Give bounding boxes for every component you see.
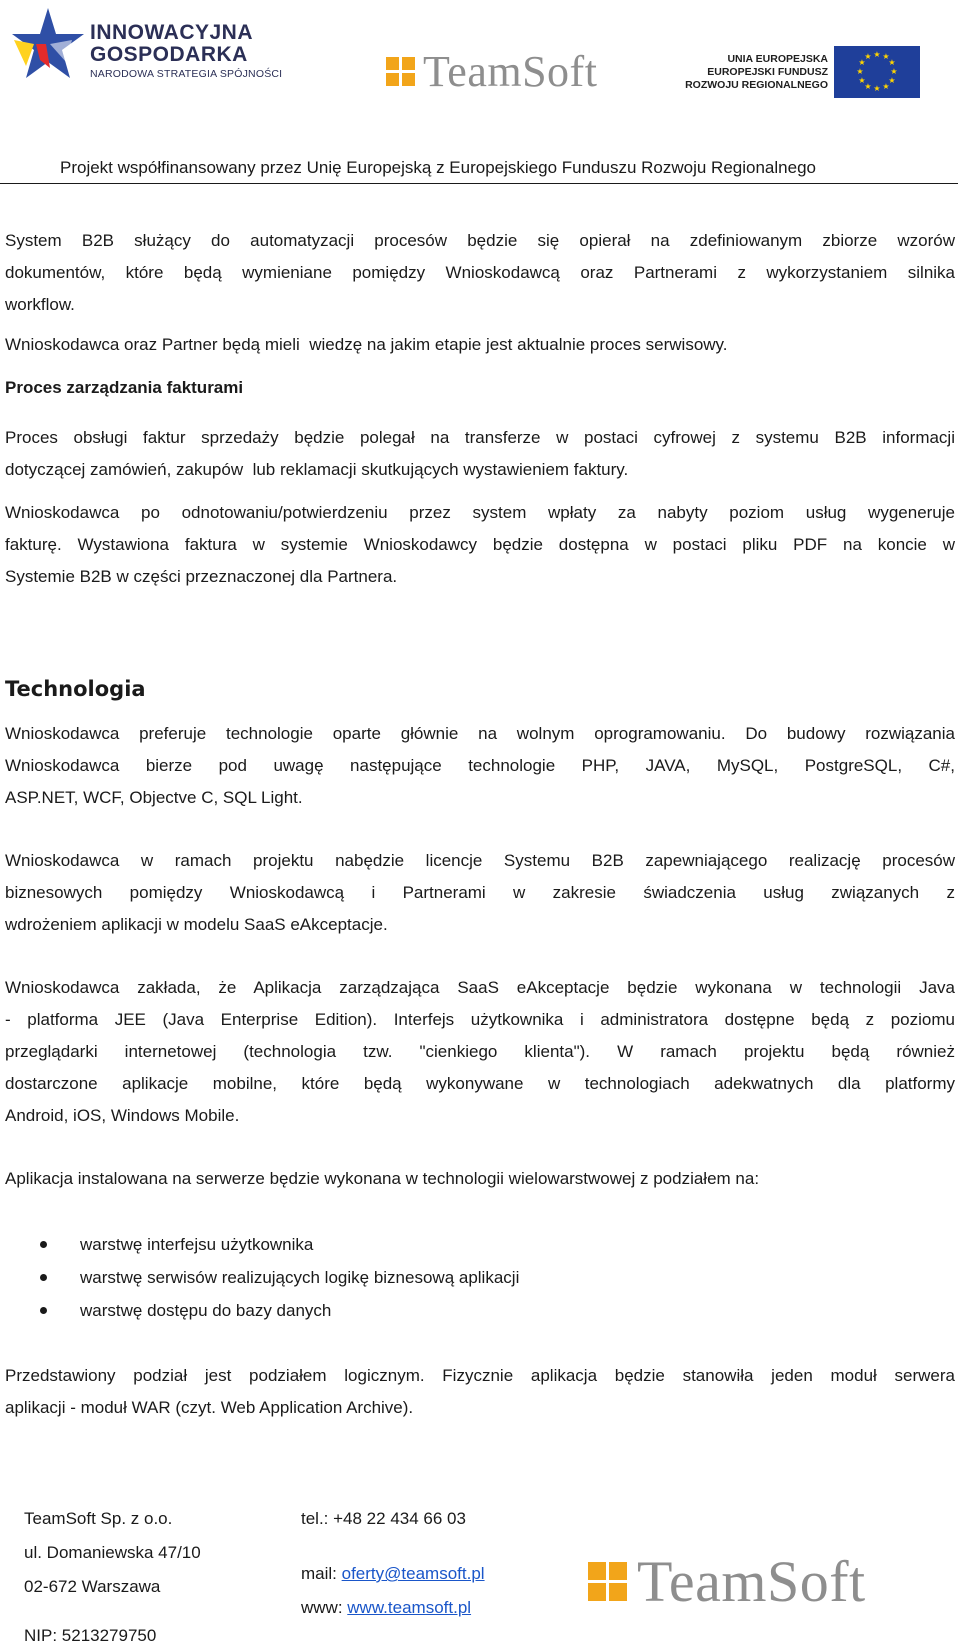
paragraph-7 [5,972,955,1132]
list-item [0,1261,700,1294]
paragraph-line: wdrożeniem aplikacji w modelu SaaS eAkceptacje. [5,915,388,934]
teamsoft-wordmark: TeamSoft [637,1549,866,1614]
footer-mail-link[interactable]: oferty@teamsoft.pl [341,1564,485,1583]
svg-text:★: ★ [856,67,864,76]
paragraph-8: Aplikacja instalowana na serwerze będzie wykonana w technologii wielowarstwowej z podziałem na: [5,1169,760,1188]
teamsoft-squares-icon [588,1562,627,1601]
svg-text:★: ★ [888,76,896,85]
footer-city: 02-672 Warszawa [24,1577,161,1596]
list-item-text: warstwę serwisów realizujących logikę biznesową aplikacji [80,1268,520,1287]
eu-fund-logo [684,46,924,98]
paragraph-line: dostarczone aplikacje mobilne, które będą wykonywane w technologiach adekwatnych dla platformy [5,1074,955,1093]
footer-phone: tel.: +48 22 434 66 03 [301,1509,466,1528]
teamsoft-logo-header [386,46,597,97]
paragraph-line: przeglądarki internetowej (technologia tzw. "cienkiego klienta"). W ramach projektu będą również [5,1042,955,1061]
footer-company: TeamSoft Sp. z o.o. [24,1509,173,1528]
footer-nip: NIP: 5213279750 [24,1626,157,1645]
svg-text:★: ★ [882,52,890,61]
footer-mail-label: mail: [301,1564,342,1583]
paragraph-2: Wnioskodawca oraz Partner będą mieli wiedzę na jakim etapie jest aktualnie proces serwisowy. [5,335,728,354]
paragraph-line: ASP.NET, WCF, Objectve C, SQL Light. [5,788,303,807]
paragraph-line: fakturę. Wystawiona faktura w systemie Wnioskodawcy będzie dostępna w postaci pliku PDF na koncie w [5,535,955,554]
paragraph-line: - platforma JEE (Java Enterprise Edition). Interfejs użytkownika i administratora dostępne będą z poziomu [5,1010,955,1029]
eu-line-2: EUROPEJSKI FUNDUSZ [707,66,828,78]
teamsoft-squares-icon [386,57,415,86]
paragraph-1 [5,225,955,321]
footer-mail [301,1564,485,1584]
paragraph-line: Wnioskodawca bierze pod uwagę następujące technologie PHP, JAVA, MySQL, PostgreSQL, C#, [5,756,955,775]
paragraph-6 [5,845,955,941]
paragraph-line: Proces obsługi faktur sprzedaży będzie polegał na transferze w postaci cyfrowej z systemu B2B informacji [5,428,955,447]
footer-www-label: www: [301,1598,348,1617]
paragraph-line: Wnioskodawca preferuje technologie oparte głównie na wolnym oprogramowaniu. Do budowy rozwiązania [5,724,955,743]
innowacyjna-gospodarka-logo [6,4,306,90]
paragraph-9 [5,1360,955,1424]
paragraph-line: dotyczącej zamówień, zakupów lub reklamacji skutkujących wystawieniem faktury. [5,460,629,479]
heading-technology: Technologia [5,677,146,701]
list-item [0,1294,700,1327]
eu-flag-icon [834,46,920,98]
ig-line-1: INNOWACYJNA [90,21,254,44]
ig-star-icon [6,4,88,86]
paragraph-3 [5,422,955,486]
footer-www [301,1598,471,1618]
paragraph-line: dokumentów, które będą wymieniane pomiędzy Wnioskodawcą oraz Partnerami z wykorzystaniem silnika [5,263,955,282]
paragraph-line: Wnioskodawca zakłada, że Aplikacja zarządzająca SaaS eAkceptacje będzie wykonana w technologii Java [5,978,955,997]
svg-text:★: ★ [864,52,872,61]
heading-invoices: Proces zarządzania fakturami [5,378,244,397]
paragraph-4 [5,497,955,593]
paragraph-line: Systemie B2B w części przeznaczonej dla Partnera. [5,567,398,586]
svg-text:★: ★ [873,50,881,59]
paragraph-line: System B2B służący do automatyzacji procesów będzie się opierał na zdefiniowanym zbiorze wzorów [5,231,955,250]
svg-text:★: ★ [864,82,872,91]
list-item-text: warstwę dostępu do bazy danych [80,1301,332,1320]
svg-text:★: ★ [890,67,898,76]
paragraph-5 [5,718,955,814]
svg-text:★: ★ [882,82,890,91]
paragraph-line: Przedstawiony podział jest podziałem logicznym. Fizycznie aplikacja będzie stanowiła jeden moduł serwera [5,1366,955,1385]
ig-line-3: NARODOWA STRATEGIA SPÓJNOŚCI [90,68,283,80]
bullet-dot-icon [40,1274,47,1281]
layers-list [0,1228,700,1327]
eu-line-3: ROZWOJU REGIONALNEGO [685,79,828,91]
paragraph-line: Wnioskodawca po odnotowaniu/potwierdzeniu przez system wpłaty za nabyty poziom usług wygeneruje [5,503,955,522]
svg-text:★: ★ [858,58,866,67]
bullet-dot-icon [40,1241,47,1248]
paragraph-line: Wnioskodawca w ramach projektu nabędzie licencje Systemu B2B zapewniającego realizację procesów [5,851,955,870]
eu-line-1: UNIA EUROPEJSKA [727,53,828,65]
eu-wordmark [684,53,828,92]
svg-text:★: ★ [858,76,866,85]
svg-text:★: ★ [888,58,896,67]
header-divider [0,183,958,184]
cofinancing-note: Projekt współfinansowany przez Unię Europejską z Europejskiego Funduszu Rozwoju Regionalnego [60,158,816,177]
footer-www-link[interactable]: www.teamsoft.pl [347,1598,472,1617]
paragraph-line: biznesowych pomiędzy Wnioskodawcą i Partnerami w zakresie świadczenia usług związanych z [5,883,955,902]
paragraph-line: workflow. [5,295,75,314]
svg-text:★: ★ [873,84,881,93]
bullet-dot-icon [40,1307,47,1314]
paragraph-line: aplikacji - moduł WAR (czyt. Web Application Archive). [5,1398,414,1417]
teamsoft-wordmark: TeamSoft [423,47,598,96]
ig-line-2: GOSPODARKA [90,43,248,66]
paragraph-line: Android, iOS, Windows Mobile. [5,1106,240,1125]
footer-street: ul. Domaniewska 47/10 [24,1543,201,1562]
teamsoft-logo-footer [588,1548,866,1615]
list-item-text: warstwę interfejsu użytkownika [80,1235,314,1254]
list-item [0,1228,700,1261]
ig-wordmark [90,22,282,80]
